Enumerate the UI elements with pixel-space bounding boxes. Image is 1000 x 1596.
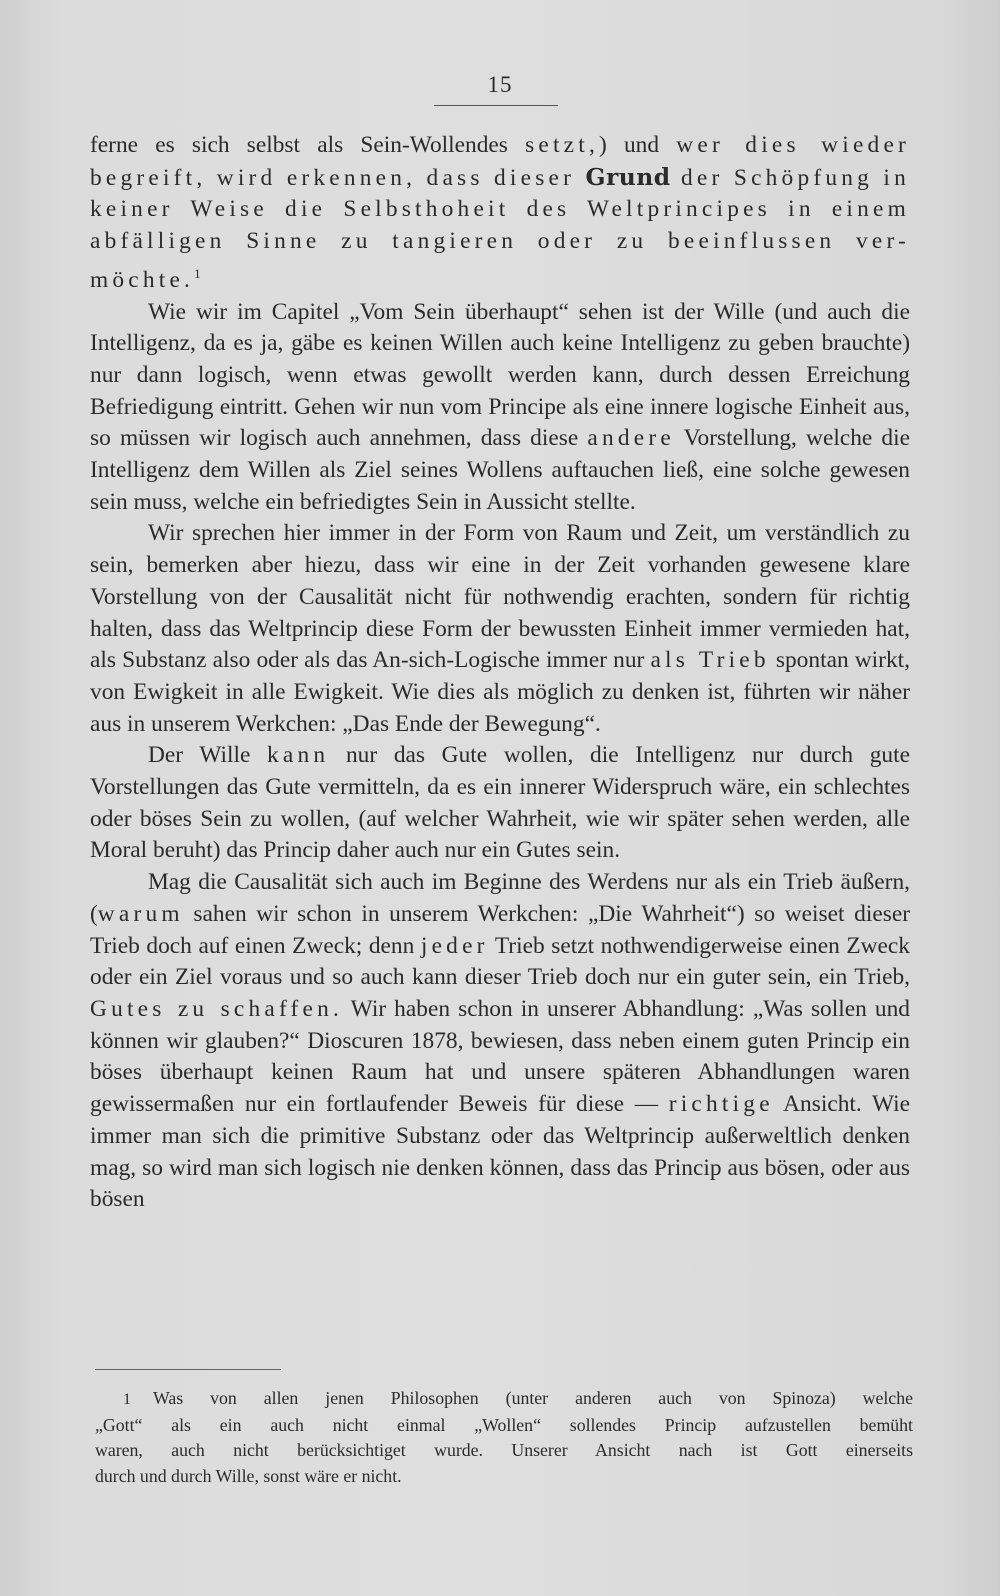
footnote-reference: 1 [194, 265, 201, 281]
spaced-emphasis: kann [267, 742, 330, 769]
text-run: begreift, wird erkennen, dass dieser [90, 164, 586, 191]
text-run: Der Wille [148, 742, 268, 769]
footnote-line-3 [95, 1438, 913, 1464]
text-run: Vorstellung, welche die Intelligenz dem Willen als Ziel seines Wollens auftauchen ließ, eine solche gewesen sein muss, welche ein befriedigtes Sein in Aussicht stellte. [90, 425, 911, 515]
footnote-rule [95, 1369, 281, 1370]
footnote-text: waren, auch nicht berücksichtiget wurde. Unserer Ansicht nach ist Gott einerseits [95, 1440, 913, 1461]
text-run: ) und [599, 132, 677, 158]
bold-emphasis: Grund [585, 162, 671, 191]
spaced-emphasis: setzt, [525, 132, 600, 158]
footnote-text: Was von allen jenen Philosophen (unter anderen auch von Spinoza) welche [153, 1388, 913, 1408]
paragraph-1-line-5 [90, 258, 910, 297]
text-run: möchte. [90, 266, 195, 293]
text-run: abfälligen Sinne zu tangieren oder zu beeinflussen ver- [90, 228, 910, 255]
footnote-text: durch und durch Wille, sonst wäre er nicht. [95, 1465, 402, 1486]
footnote-text: „Gott“ als ein auch nicht einmal „Wollen“ sollendes Princip aufzustellen bemüht [95, 1414, 913, 1435]
text-run: Ansicht. Wie immer man sich die primitive Substanz oder das Weltprincip außerweltlich denken mag, so wird man sich logisch nie denken können, dass das Princip aus bösen, oder aus bösen [90, 1091, 910, 1213]
text-run: Trieb setzt nothwendigerweise einen Zweck oder ein Ziel voraus und so auch kann dieser Trieb doch nur ein guter sein, ein Trieb, [90, 932, 910, 991]
paragraph-1-line-3 [90, 194, 910, 226]
paragraph-1-line-2 [90, 162, 910, 195]
body-text [90, 130, 910, 1216]
spaced-emphasis: Gutes zu schaffen. [90, 995, 344, 1022]
spaced-emphasis: warum [97, 900, 184, 927]
text-run: Mag die Causalität sich auch im Beginne des Werdens nur als ein Trieb äußern, ( [90, 869, 910, 927]
text-run: der Schöpfung in [670, 164, 910, 191]
paragraph-1-line-4 [90, 226, 910, 258]
paragraph-4 [90, 740, 910, 867]
footnote-line-4 [95, 1464, 913, 1490]
spaced-emphasis: jeder [420, 932, 489, 959]
paragraph-1-line-1 [90, 130, 910, 162]
text-run: sahen wir schon in unserem Werkchen: „Die Wahrheit“) so weiset dieser Trieb doch auf einen Zweck; denn [90, 900, 910, 959]
text-run: Wir haben schon in unserer Abhandlung: „Was sollen und können wir glauben?“ Dioscuren 1878, bewiesen, dass neben einem guten Princip ein böses überhaupt keinen Raum hat und unsere späteren Abhandlungen waren gewissermaßen nur ein fortlaufender Beweis für diese — [90, 995, 910, 1118]
spaced-emphasis: als Trieb [650, 647, 770, 674]
footnote-line-1 [95, 1386, 913, 1413]
text-run: nur das Gute wollen, die Intelligenz nur durch gute Vorstellungen das Gute vermitteln, da es ein innerer Widerspruch wäre, ein schlechtes oder böses Sein zu wollen, (auf welcher Wahrheit, wie wir später sehen werden, alle Moral beruht) das Princip daher auch nur ein Gutes sein. [90, 742, 911, 864]
footnote-line-2 [95, 1413, 913, 1439]
text-run: ferne es sich selbst als Sein-Wollendes [90, 132, 526, 158]
paragraph-5 [90, 867, 910, 1216]
footnote [95, 1386, 913, 1489]
text-run: spontan wirkt, von Ewigkeit in alle Ewigkeit. Wie dies als möglich zu denken ist, führten wir näher aus in unserem Werkchen: „Das Ende der Bewegung“. [90, 647, 910, 737]
text-run: keiner Weise die Selbsthoheit des Weltprincipes in einem [90, 196, 910, 223]
header-rule [434, 105, 558, 106]
paragraph-2 [90, 297, 910, 519]
spaced-emphasis: andere [587, 425, 675, 452]
page-number: 15 [487, 72, 513, 97]
footnote-mark: 1 [123, 1391, 131, 1408]
paragraph-3 [90, 518, 910, 740]
text-run: Wie wir im Capitel „Vom Sein überhaupt“ sehen ist der Wille (und auch die Intelligenz, da es ja, gäbe es keinen Willen auch keine Intelligenz zu geben brauchte) nur dann logisch, wenn etwas gewollt werden kann, durch dessen Erreichung Befriedigung eintritt. Gehen wir nun vom Principe als eine innere logische Einheit aus, so müssen wir logisch auch annehmen, dass diese [90, 298, 910, 452]
spaced-emphasis: richtige [668, 1091, 774, 1118]
text-run: wer dies wieder [676, 132, 911, 158]
text-run: Wir sprechen hier immer in der Form von Raum und Zeit, um verständlich zu sein, bemerken aber hiezu, dass wir eine in der Zeit vorhanden gewesene klare Vorstellung von der Causalität nicht für nothwendig erachten, sondern für richtig halten, dass das Weltprincip diese Form der bewussten Einheit immer vermieden hat, als Substanz also oder als das An-sich-Logische immer nur [90, 520, 910, 674]
